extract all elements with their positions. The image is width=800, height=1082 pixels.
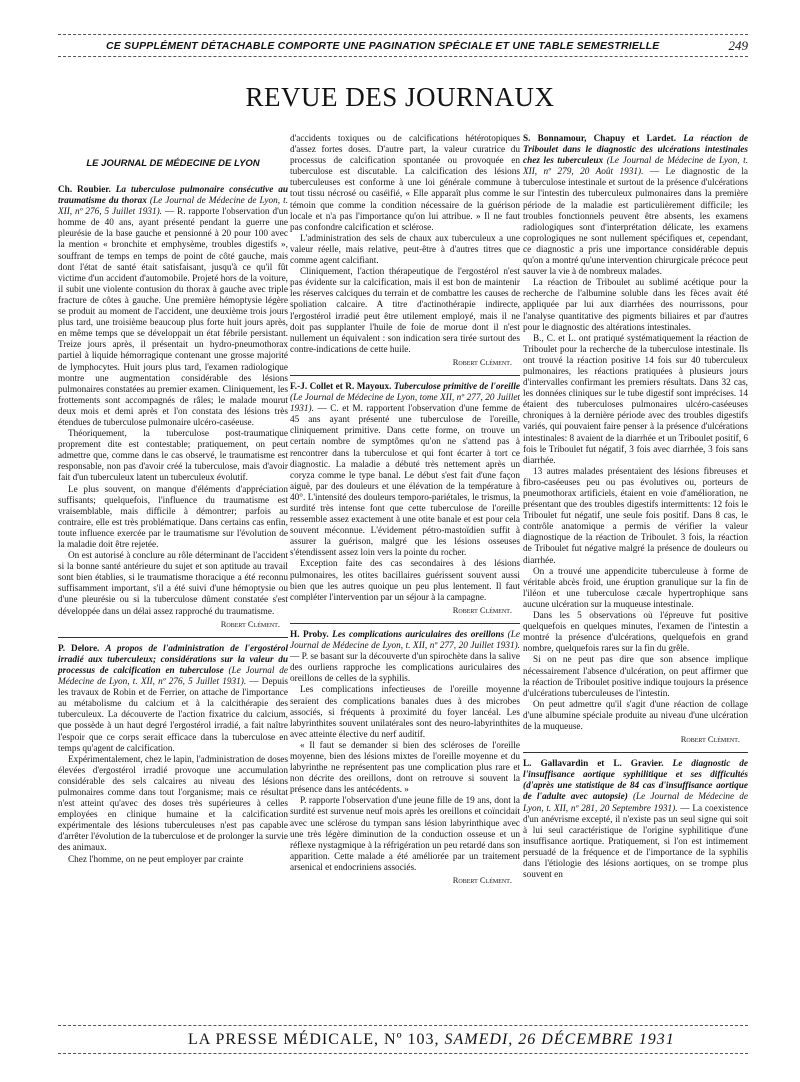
article-author: H. Proby.: [290, 629, 329, 640]
article-paragraph: B., C. et L. ont pratiqué systématiquement la réaction de Triboulet pour la recherche de la tuberculose intestinale. Ils ont trouvé la réaction positive 14 fois sur 40 tuberculeux pulmonaires, les réactions pratiquées à plusieurs jours d'intervalles confirmant les premiers résultats. Dans 32 cas, les données cliniques sur le tube digestif sont imprécises. 14 étaient des tuberculoses pulmonaires ulcéro-caséeuses chroniques à la dernière période avec des troubles digestifs variés, qui pouvaient faire penser à la présence d'ulcérations intestinales: 8 avaient de la diarrhée et un Triboulet positif, 6 fois le Triboulet fut négatif, 3 fois avec diarrhée, 3 fois sans diarrhée.: [523, 333, 748, 466]
article-title: A propos de l'administration de l'ergostérol irradié aux tuberculeux; considérations sur la valeur du processus de calcification en tuberculose: [58, 643, 289, 676]
footer-number: Nº 103,: [384, 1031, 440, 1048]
article-reference: (Le Journal de Médecine de Lyon, t. XII, nº 281, 20 Septembre 1931).: [523, 792, 749, 814]
article-paragraph: L'administration des sels de chaux aux tuberculeux a une valeur réelle, mais relative, peut-être à d'autres titres que comme agent calcifiant.: [290, 233, 520, 267]
footer-top-rule: [58, 1025, 748, 1026]
article-title: La tuberculose pulmonaire consécutive au traumatisme du thorax: [58, 185, 288, 207]
article-paragraph: Théoriquement, la tuberculose post-traumatique proprement dite est contestable; pratiquement, on peut admettre que, comme dans le cas observé, le traumatisme est responsable, non pas d'avoir créé la tuberculose, mais d'avoir fait d'un tuberculeux latent un tuberculeux évolutif.: [58, 429, 288, 484]
article-author: P. Delore.: [58, 643, 100, 654]
page-header: [58, 34, 748, 58]
article-separator: [523, 752, 748, 753]
header-top-rule: [58, 34, 748, 35]
footer-journal: LA PRESSE MÉDICALE,: [188, 1031, 380, 1048]
article-text: — La coexistence d'un anévrisme excepté, il n'existe pas un seul signe qui soit à lui seul caractéristique de l'origine syphilitique d'une insuffisance aortique. Pratiquement, si l'on est intimement persuadé de la fréquence et de l'importance de la syphilis dans l'étiologie des lésions aortiques, on se trompe plus souvent en: [523, 803, 748, 881]
footer-bottom-rule: [58, 1053, 748, 1054]
article-text: — Le diagnostic de la tuberculose intestinale et surtout de la présence d'ulcérations sur l'intestin des tuberculeux pulmonaires dans la première période de la maladie est particulièrement difficile; les troubles fonctionnels peuvent être absents, les examens radiologiques sont d'interprétation délicate, les examens coprologiques ne sont nullement spécifiques et, cependant, ce diagnostic a pris une importance considérable depuis qu'on a montré qu'une intervention chirurgicale précoce peut sauver la vie à de nombreux malades.: [523, 167, 749, 278]
article-signature: Robert Clément.: [452, 875, 512, 885]
article-paragraph: Le plus souvent, on manque d'éléments d'appréciation suffisants; quelquefois, l'influence du traumatisme est vraisemblable, mais difficile à démontrer; parfois au contraire, elle est très problématique. Dans certains cas enfin, toute influence exercée par le traumatisme sur l'évolution de la maladie doit être rejetée.: [58, 484, 288, 550]
article-title: Le diagnostic de l'insuffisance aortique syphilitique et ses difficultés (d'après une statistique de 84 cas d'insuffisance aortique de l'adulte avec autopsie): [523, 759, 749, 803]
article-text: — P. se basant sur la découverte d'un spirochète dans la salive des ourliens rapproche les complications auriculaires des oreillons de celles de la syphilis.: [290, 652, 520, 685]
article-text: — Depuis les travaux de Robin et de Ferrier, on attache de l'importance au métabolisme du calcium et à la calcithérapie des tuberculeux. La découverte de l'action fixatrice du calcium, que possède à un haut degré l'ergostérol irradié, a fait naître l'espoir que ce corps serait efficace dans la tuberculose en temps qu'agent de calcification.: [58, 677, 288, 754]
page-footer: [58, 1025, 748, 1055]
article-paragraph: Cliniquement, l'action thérapeutique de l'ergostérol n'est pas évidente sur la calcification, mais il est bon de maintenir les réserves calciques du terrain et de combattre les causes de spoliation calcaire. A titre d'actinothérapie indirecte, l'ergostérol irradié peut être utilement employé, mais il ne doit pas supplanter l'huile de foie de morue dont il n'est nullement un équivalent : son indication sera tirée surtout des contre-indications de cette huile.: [290, 267, 520, 355]
article-5: [523, 134, 748, 278]
header-bottom-rule: [58, 56, 748, 57]
article-2: [58, 644, 288, 755]
article-separator: [290, 375, 520, 376]
article-reference: (Le Journal de Médecine de Lyon, t. XII, nº 279, 20 Août 1931).: [523, 156, 749, 178]
article-paragraph: Exception faite des cas secondaires à des lésions pulmonaires, les otites bacillaires guérissent souvent aussi bien que les autres quoique un peu plus lentement. Il faut compléter l'intervention par un séjour à la campagne.: [290, 559, 520, 603]
article-text: — C. et M. rapportent l'observation d'une femme de 45 ans ayant présenté une tuberculose de l'oreille, cliniquement primitive. Dans cette forme, on trouve un certain nombre de symptômes qu'on ne s'attend pas à rencontrer dans la tuberculose et qui font écarter à tort ce diagnostic. La maladie a débuté très nettement après un coryza comme le type banal. Le début s'est fait d'une façon aiguë, par des douleurs et une élévation de la température à 40°. L'intensité des douleurs temporo-pariétales, le trismus, la surdité très intense font que cette tuberculose de l'oreille ressemble assez exactement à une otite banale et est pour cela souvent méconnue. L'évidement pétro-mastoïdien suffit à assurer la guérison, malgré que les lésions osseuses s'étendissent assez loin vers la pointe du rocher.: [290, 404, 520, 559]
article-signature: Robert Clément.: [220, 618, 280, 629]
article-paragraph: On est autorisé à conclure au rôle déterminant de l'accident si la bonne santé antérieure du sujet et son aptitude au travail sont bien établies, si le traumatisme thoracique a été reconnu suffisamment important, s'il a été suivi d'une hémoptysie ou d'une pleurésie ou si la tuberculose dûment constatée s'est développée dans un délai assez rapproché du traumatisme.: [58, 551, 288, 617]
article-paragraph: Les complications infectieuses de l'oreille moyenne seraient des complications banales dues à des microbes associés, si fréquents à proximité du foyer lancéal. Les labyrinthites souvent unilatérales sont des neuro-labyrinthites avec atteinte élective du nerf auditif.: [290, 685, 520, 740]
footer-date: SAMEDI, 26 DÉCEMBRE 1931: [444, 1031, 675, 1048]
article-separator: [290, 623, 520, 624]
article-reference: (Le Journal de Médecine de Lyon, t. XII, nº 276, 5 Juillet 1931).: [58, 196, 289, 218]
footer-text: [188, 1031, 675, 1049]
journal-heading: LE JOURNAL DE MÉDECINE DE LYON: [86, 158, 260, 169]
article-paragraph: 13 autres malades présentaient des lésions fibreuses et fibro-caséeuses peu ou pas évolutives ou, porteurs de pneumothorax artificiels, étaient en voie d'amélioration, ne présentant que des troubles digestifs intermittents: 12 fois le Triboulet fut négatif, une seule fois positif. Dans 8 cas, le contrôle anatomique a permis de vérifier la valeur diagnostique de la réaction de Triboulet. 3 fois, la réaction de Triboulet fut négative malgré la présence de douleurs ou diarrhée.: [523, 466, 748, 566]
article-paragraph: La réaction de Triboulet au sublimé acétique pour la recherche de l'albumine soluble dans les fèces avait été appliquée par lui aux diarrhées des nourrissons, pour l'analyse quantitative des pigments biliaires et par d'autres pour le diagnostic des altérations intestinales.: [523, 278, 748, 333]
article-signature: Robert Clément.: [680, 734, 740, 745]
article-4: [290, 630, 520, 685]
article-paragraph: d'accidents toxiques ou de calcifications hétérotopiques d'assez fortes doses. D'autre part, la valeur curatrice du processus de calcification spontanée ou provoquée en tuberculose est discutable. La calcification des lésions tuberculeuses est conforme à une loi générale commune à tout tissu nécrosé ou caséifié, « Elle apparaît plus comme le témoin que comme la condition nécessaire de la guérison locale et n'a pas l'importance qu'on lui attribue. » Il ne faut pas confondre calcification et sclérose.: [290, 134, 520, 233]
article-author: S. Bonnamour, Chapuy et Lardet.: [523, 134, 677, 144]
article-6: [523, 759, 748, 881]
column-3: [523, 134, 748, 881]
supplement-note: CE SUPPLÉMENT DÉTACHABLE COMPORTE UNE PAGINATION SPÉCIALE ET UNE TABLE SEMESTRIELLE: [106, 40, 660, 52]
article-separator: [58, 637, 288, 638]
article-paragraph: Expérimentalement, chez le lapin, l'administration de doses élevées d'ergostérol irradié provoque une accumulation considérable des sels calcaires au niveau des lésions pulmonaires comme dans tout l'organisme; mais ce résultat n'est atteint qu'avec des doses très supérieures à celles employées en clinique humaine et la calcification expérimentale des lésions tuberculeuses n'est pas capable d'arrêter l'évolution de la tuberculose et de prolonger la survie des animaux.: [58, 754, 288, 854]
column-2: [290, 134, 520, 890]
article-signature: Robert Clément.: [452, 356, 512, 367]
article-author: F.-J. Collet et R. Mayoux.: [290, 381, 392, 392]
article-author: L. Gallavardin et L. Gravier.: [523, 759, 664, 770]
article-title: La réaction de Triboulet dans le diagnostic des ulcérations intestinales chez les tuberculeux: [523, 134, 748, 167]
article-author: Ch. Roubier.: [58, 185, 111, 195]
column-1: [58, 158, 288, 866]
section-title: REVUE DES JOURNAUX: [245, 82, 555, 112]
article-signature: Robert Clément.: [452, 604, 512, 615]
article-paragraph: P. rapporte l'observation d'une jeune fille de 19 ans, dont la surdité est survenue neuf mois après les oreillons et coïncidait avec une sclérose du tympan sans lésion labyrinthique avec une très légère diminution de la conduction osseuse et un réflexe nystagmique à la réfrigération un peu retardé dans son apparition. Cette malade a été améliorée par un traitement arsenical et endocriniens associés.: [290, 796, 520, 873]
article-paragraph: Si on ne peut pas dire que son absence implique nécessairement l'absence d'ulcération, on peut affirmer que la réaction de Triboulet positive indique toujours la présence d'ulcérations tuberculeuses de l'intestin.: [523, 655, 748, 699]
article-paragraph: Chez l'homme, on ne peut employer par crainte: [68, 854, 244, 865]
article-1: [58, 185, 288, 429]
article-reference: (Le Journal de Médecine de Lyon, tome XII, nº 277, 20 Juillet 1931).: [290, 393, 520, 415]
article-paragraph: On a trouvé une appendicite tuberculeuse à forme de véritable abcès froid, une éruption granulique sur la fin de l'iléon et une tuberculose cæcale hypertrophique sans aucune ulcération sur la muqueuse intestinale.: [523, 566, 748, 610]
article-3: [290, 382, 520, 560]
article-reference: (Le Journal de Médecine de Lyon, t. XII, nº 277, 20 Juillet 1931).: [290, 629, 520, 652]
article-title: Les complications auriculaires des oreillons: [332, 629, 505, 640]
article-paragraph: « Il faut se demander si bien des scléroses de l'oreille moyenne, bien des lésions mixtes de l'oreille moyenne et du labyrinthe ne représentent pas une complication plus rare et non décrite des oreillons, dont on retrouve si souvent la présence dans les antécédents. »: [290, 740, 520, 796]
article-paragraph: On peut admettre qu'il s'agit d'une réaction de collage d'une albumine spéciale produite au niveau d'une ulcération de la muqueuse.: [523, 699, 748, 732]
page-number: 249: [728, 38, 748, 53]
article-text: — R. rapporte l'observation d'un homme de 40 ans, ayant présenté pendant la guerre une pleurésie de la base gauche et pensionné à 20 pour 100 avec la mention « bronchite et emphysème, troubles digestifs », souffrant de temps en temps de point de côté gauche, mais dont l'état de santé était satisfaisant, jusqu'à ce qu'il fût victime d'un accident d'automobile. Projeté hors de la voiture, il subit une violente contusion du thorax à gauche avec triple fracture de côtes à gauche. Une première hémoptysie légère se produit au moment de l'accident, une deuxième trois jours plus tard, une troisième beaucoup plus forte huit jours après, en même temps que se développait un état fébrile persistant. Treize jours après, il présentait un hydro-pneumothorax partiel à liquide hémorragique contenant une grosse majorité de lymphocytes. Huit jours plus tard, l'examen radiologique montre une augmentation considérable des lésions pulmonaires constatées au premier examen. Cliniquement, les frottements sont accompagnés de râles; le malade mourut deux mois et demi après et l'on constata des lésions très étendues de tuberculose pulmonaire ulcéro-caséeuse.: [58, 207, 288, 428]
article-title: Tuberculose primitive de l'oreille: [393, 381, 520, 392]
article-reference: (Le Journal de Médecine de Lyon, t. XII, nº 276, 5 Juillet 1931).: [58, 665, 289, 688]
article-paragraph: Dans les 5 observations où l'épreuve fut positive quelquefois en quelques minutes, l'examen de l'intestin a montré la présence d'ulcérations, quelquefois en grand nombre, quelquefois rares sur la fin du grêle.: [523, 611, 748, 655]
